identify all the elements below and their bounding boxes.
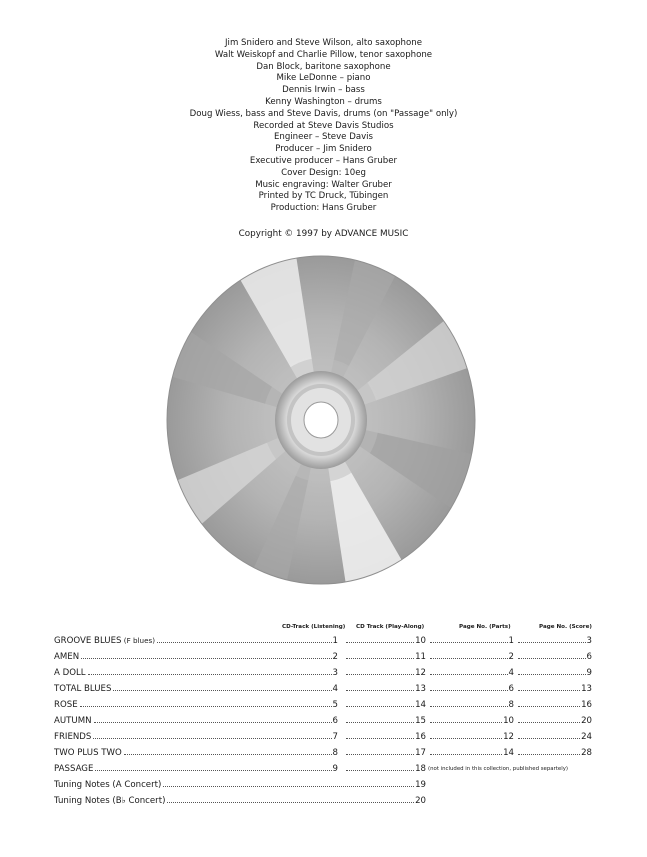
- score-page: 6: [586, 652, 592, 662]
- play-along-track: 10: [415, 636, 426, 646]
- parts-page: 6: [508, 684, 514, 694]
- table-row: [54, 746, 592, 762]
- credit-line: Executive producer – Hans Gruber: [249, 155, 398, 166]
- credit-line: Kenny Washington – drums: [265, 96, 382, 107]
- table-row: [54, 698, 592, 714]
- table-row: [54, 634, 592, 650]
- credit-line: Dennis Irwin – bass: [282, 85, 365, 96]
- parts-page: 4: [508, 668, 514, 678]
- credit-line: Jim Snidero and Steve Wilson, alto saxophone: [225, 38, 422, 48]
- table-row: [54, 778, 592, 794]
- listening-track: 5: [332, 700, 338, 710]
- copyright-notice: Copyright © 1997 by ADVANCE MUSIC: [238, 229, 409, 239]
- play-along-track: 11: [415, 652, 426, 662]
- header-parts: Page No. (Parts): [459, 624, 511, 630]
- compact-disc-image: [166, 255, 476, 585]
- tune-title: GROOVE BLUES: [54, 636, 122, 646]
- play-along-track: 13: [415, 684, 426, 694]
- play-along-track: 20: [415, 796, 426, 806]
- header-play-along: CD Track (Play-Along): [356, 624, 425, 630]
- credits-block: [0, 38, 647, 215]
- listening-track: 7: [332, 732, 338, 742]
- play-along-track: 17: [415, 748, 426, 758]
- credit-line: Dan Block, baritone saxophone: [256, 61, 391, 72]
- table-row: [54, 714, 592, 730]
- listening-track: 3: [332, 668, 338, 678]
- tune-title: AUTUMN: [54, 716, 92, 726]
- listening-track: 4: [332, 684, 338, 694]
- parts-page: 2: [508, 652, 514, 662]
- table-row: [54, 666, 592, 682]
- tune-subtitle: (F blues): [121, 636, 156, 645]
- credit-line: Producer – Jim Snidero: [275, 144, 372, 155]
- tune-title: Tuning Notes (B♭ Concert): [54, 796, 166, 806]
- not-included-note: (not included in this collection, published separtely): [428, 766, 568, 772]
- table-header: [54, 620, 592, 634]
- parts-page: 8: [508, 700, 514, 710]
- credit-line: Doug Wiess, bass and Steve Davis, drums (on "Passage" only): [189, 108, 458, 119]
- listening-track: 8: [332, 748, 338, 758]
- parts-page: 10: [503, 716, 514, 726]
- score-page: 9: [586, 668, 592, 678]
- table-row: [54, 730, 592, 746]
- score-page: 16: [581, 700, 592, 710]
- listening-track: 9: [332, 764, 338, 774]
- credit-line: Mike LeDonne – piano: [276, 73, 371, 84]
- credit-line: Engineer – Steve Davis: [273, 132, 374, 143]
- header-score: Page No. (Score): [539, 624, 592, 630]
- table-row: [54, 650, 592, 666]
- header-listening: CD-Track (Listening): [282, 624, 346, 630]
- play-along-track: 12: [415, 668, 426, 678]
- score-page: 28: [581, 748, 592, 758]
- credit-line: Walt Weiskopf and Charlie Pillow, tenor saxophone: [214, 49, 433, 60]
- table-row: [54, 794, 592, 810]
- track-listing-table: [54, 620, 592, 810]
- play-along-track: 16: [415, 732, 426, 742]
- tune-title: AMEN: [54, 652, 80, 662]
- score-page: 3: [586, 636, 592, 646]
- play-along-track: 19: [415, 780, 426, 790]
- play-along-track: 18: [415, 764, 426, 774]
- tune-title: FRIENDS: [54, 732, 92, 742]
- credit-line: Cover Design: 10eg: [281, 167, 366, 178]
- tune-title: ROSE: [54, 700, 78, 710]
- credit-line: Recorded at Steve Davis Studios: [253, 120, 394, 131]
- parts-page: 14: [503, 748, 514, 758]
- listening-track: 2: [332, 652, 338, 662]
- parts-page: 1: [508, 636, 514, 646]
- credit-line: Printed by TC Druck, Tübingen: [258, 191, 389, 202]
- tune-title: A DOLL: [54, 668, 86, 678]
- tune-title: Tuning Notes (A Concert): [54, 780, 162, 790]
- parts-page: 12: [503, 732, 514, 742]
- score-page: 24: [581, 732, 592, 742]
- credit-line: Production: Hans Gruber: [270, 203, 377, 214]
- tune-title: TOTAL BLUES: [54, 684, 112, 694]
- listening-track: 6: [332, 716, 338, 726]
- score-page: 20: [581, 716, 592, 726]
- tune-title: TWO PLUS TWO: [54, 748, 122, 758]
- table-row: [54, 682, 592, 698]
- score-page: 13: [581, 684, 592, 694]
- credit-line: Music engraving: Walter Gruber: [255, 179, 392, 190]
- play-along-track: 15: [415, 716, 426, 726]
- listening-track: 1: [332, 636, 338, 646]
- play-along-track: 14: [415, 700, 426, 710]
- table-row: [54, 762, 592, 778]
- tune-title: PASSAGE: [54, 764, 94, 774]
